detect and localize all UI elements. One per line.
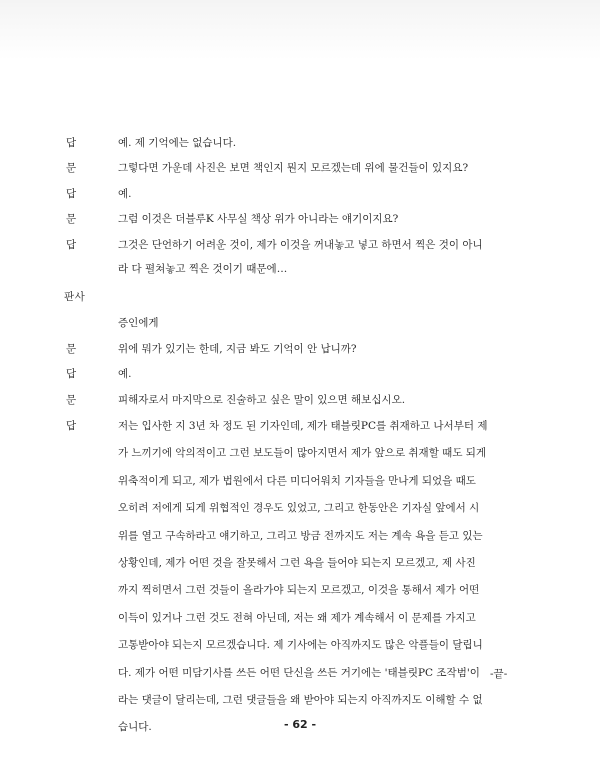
speech-text: 예. 제 기억에는 없습니다. (118, 137, 237, 149)
speaker-label: 답 (66, 188, 77, 200)
speech-text: 예. (118, 188, 132, 200)
speaker-label: 문 (66, 213, 77, 225)
page-number: - 62 - (283, 718, 317, 731)
addressee-text: 증인에게 (118, 317, 159, 329)
answer-line: 이득이 있거나 그런 것도 전혀 아닌데, 저는 왜 제가 계속해서 이 문제를 가지고 (118, 611, 476, 624)
scan-top-edge (0, 0, 600, 60)
speaker-label: 판사 (64, 291, 86, 303)
answer-line: 습니다. (118, 721, 152, 734)
speaker-label: 답 (66, 368, 77, 380)
speech-text-continued: 라 다 펼쳐놓고 찍은 것이기 때문에… (118, 263, 288, 275)
speaker-label: 답 (66, 137, 77, 149)
speech-text: 피해자로서 마지막으로 진술하고 싶은 말이 있으면 해보십시오. (118, 394, 406, 406)
speaker-label: 답 (66, 420, 77, 432)
speaker-label: 문 (66, 343, 77, 355)
speech-text: 예. (118, 368, 132, 380)
speaker-label: 문 (66, 394, 77, 406)
answer-line: 위를 열고 구속하라고 얘기하고, 그리고 방금 전까지도 저는 계속 욕을 듣고 있는 (118, 529, 483, 542)
final-answer-paragraph (118, 419, 520, 748)
answer-line: 라는 댓글이 달리는데, 그런 댓글들을 왜 받아야 되는지 아직까지도 이해할 수 없 (118, 693, 483, 706)
speech-text: 그렇다면 가운데 사진은 보면 책인지 뭔지 모르겠는데 위에 물건들이 있지요? (118, 162, 469, 174)
answer-line: 오히려 저에게 되게 위협적인 경우도 있었고, 그리고 한동안은 기자실 앞에서 시 (118, 502, 480, 515)
end-mark: -끝- (490, 668, 508, 680)
speech-text: 위에 뭐가 있기는 한데, 지금 봐도 기억이 안 납니까? (118, 343, 357, 355)
speech-text: 그럼 이것은 더블루K 사무실 책상 위가 아니라는 얘기이지요? (118, 213, 399, 225)
speaker-label: 답 (66, 239, 77, 251)
answer-line: 까지 찍히면서 그런 것들이 올라가야 되는지 모르겠고, 이것을 통해서 제가 어떤 (118, 584, 480, 597)
speech-text: 그것은 단언하기 어려운 것이, 제가 이것을 꺼내놓고 넣고 하면서 찍은 것이 아니 (118, 239, 483, 251)
answer-line: 고통받아야 되는지 모르겠습니다. 제 기사에는 아직까지도 많은 악플들이 달립니 (118, 639, 483, 652)
answer-line: 위축적이게 되고, 제가 법원에서 다른 미디어워치 기자들을 만나게 되었을 때도 (118, 474, 476, 487)
answer-line: 상황인데, 제가 어떤 것을 잘못해서 그런 욕을 들어야 되는지 모르겠고, 제 사진 (118, 556, 476, 569)
answer-line: 다. 제가 어떤 미담기사를 쓰든 어떤 단신을 쓰든 거기에는 '태블릿PC 조작범'이 (118, 666, 480, 679)
answer-line: 가 느끼기에 악의적이고 그런 보도들이 많아지면서 제가 앞으로 취재할 때도 되게 (118, 447, 487, 460)
answer-line: 저는 입사한 지 3년 차 정도 된 기자인데, 제가 태블릿PC를 취재하고 나서부터 제 (118, 420, 488, 432)
speaker-label: 문 (66, 162, 77, 174)
